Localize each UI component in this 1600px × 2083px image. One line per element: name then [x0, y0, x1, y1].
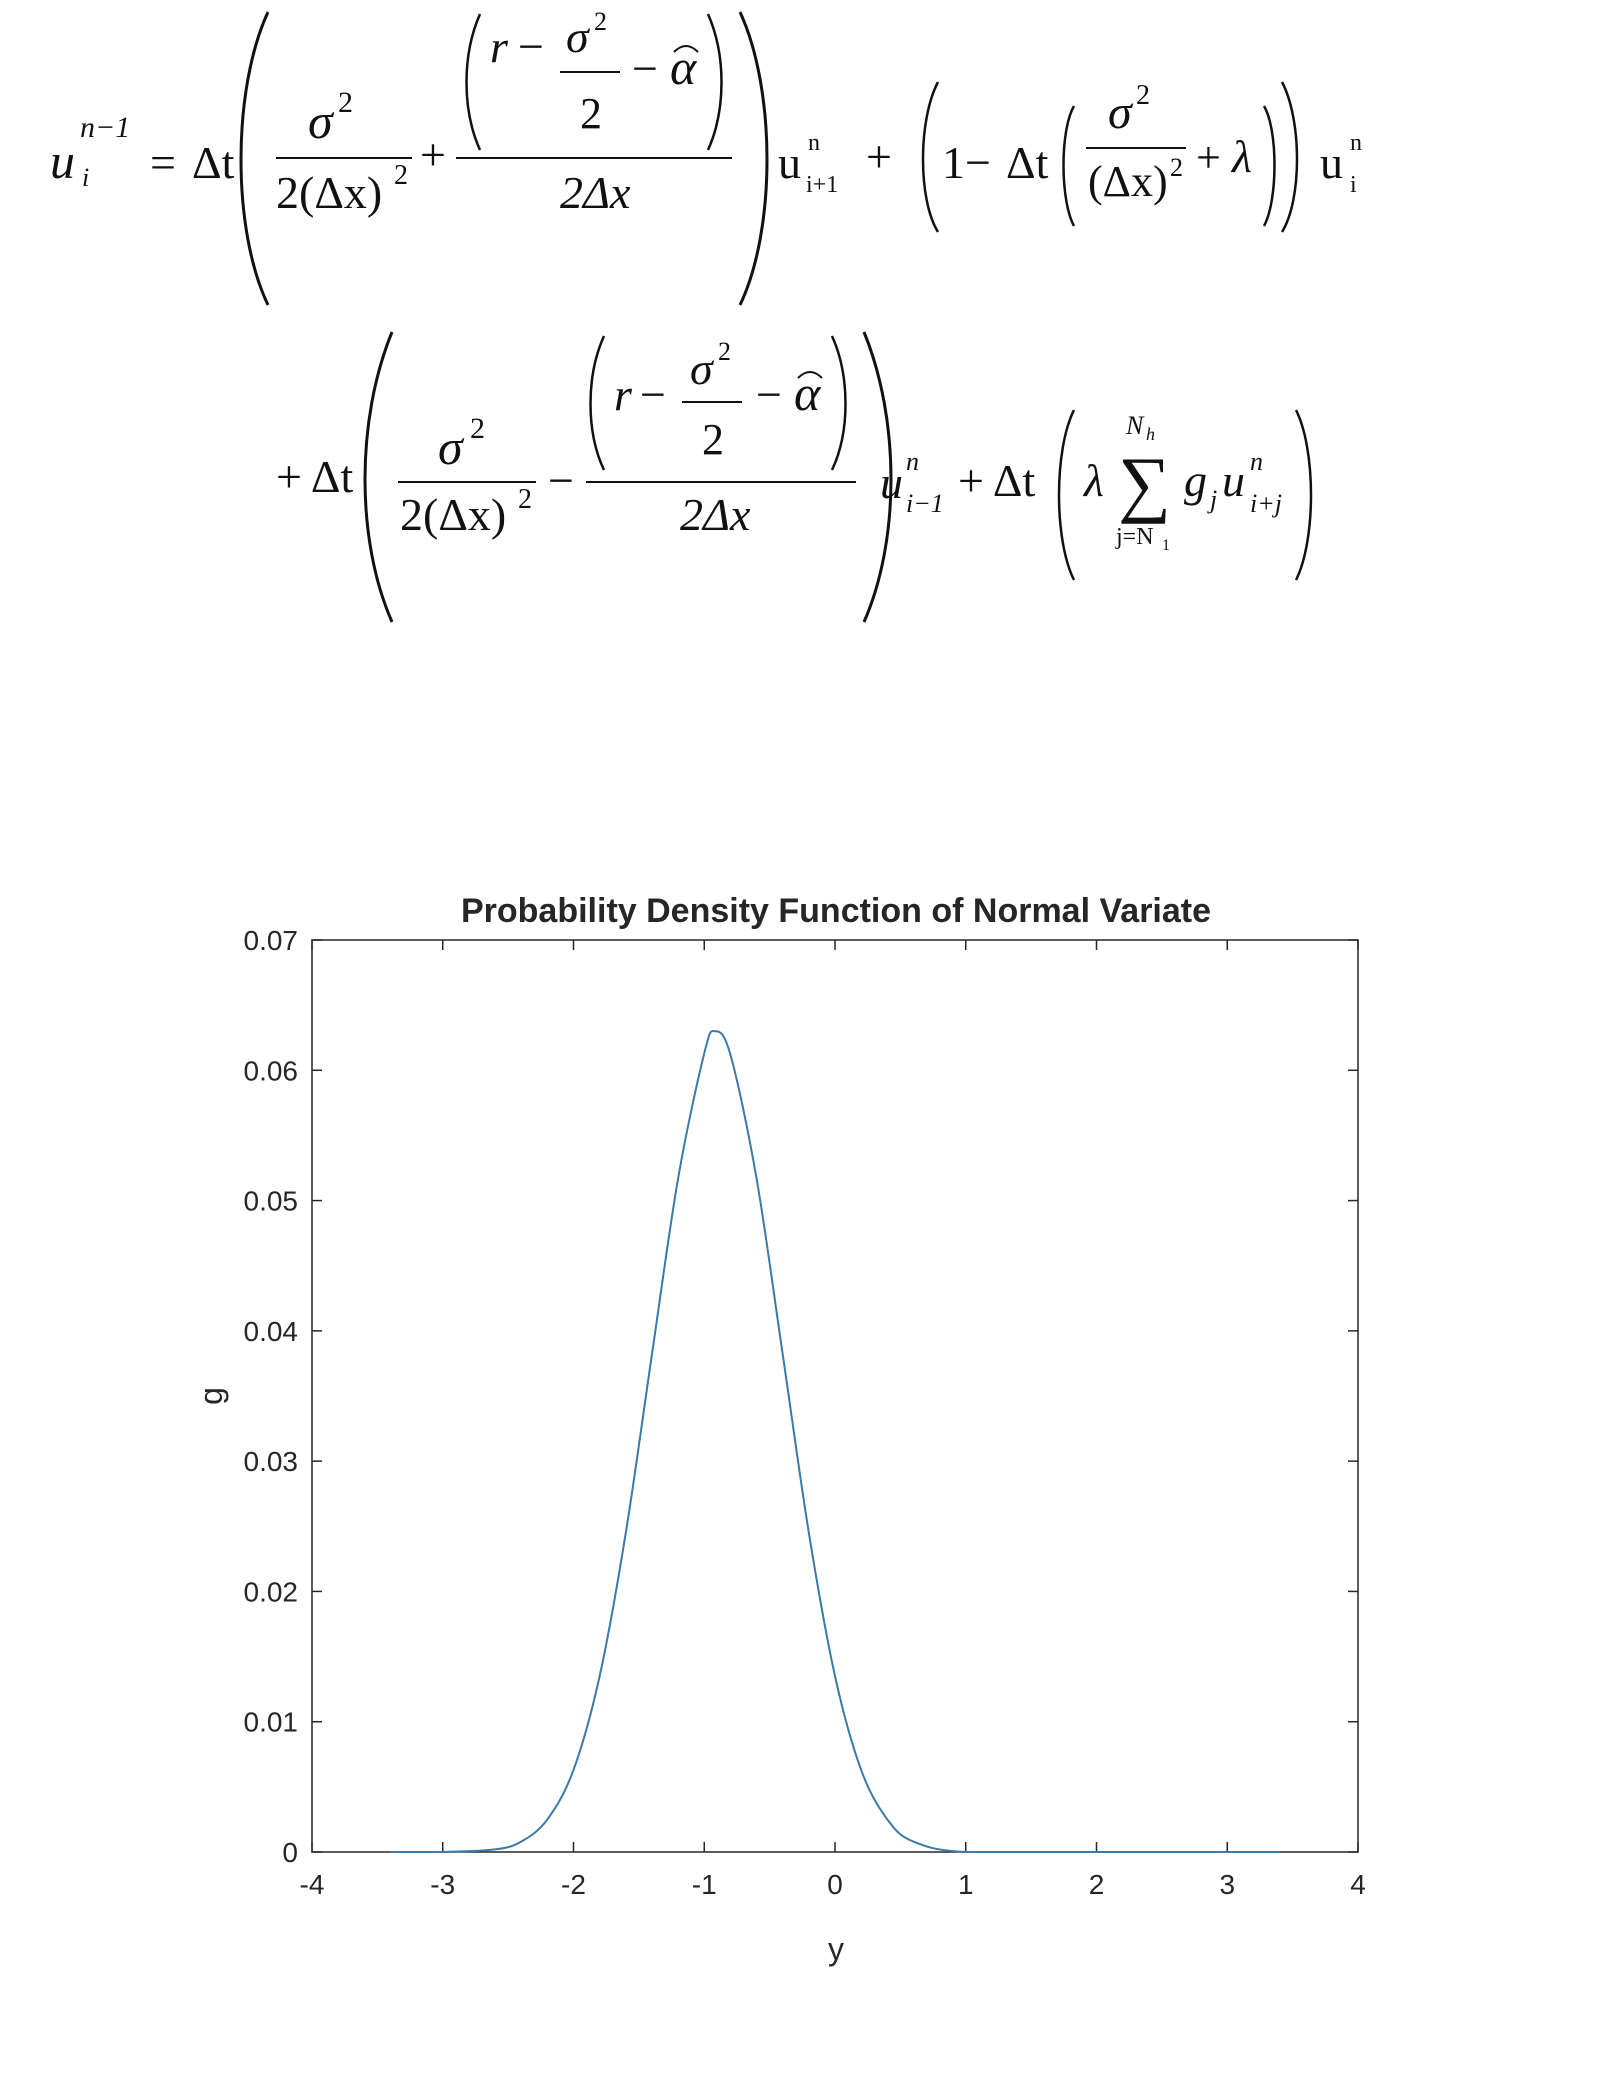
- delta-t: Δt: [192, 137, 235, 188]
- line2-frac1-numerator-sup: 2: [470, 412, 485, 445]
- inner-minus-2: −: [632, 43, 658, 94]
- x-tick-label: -3: [430, 1869, 456, 1900]
- x-tick-label: -2: [561, 1869, 586, 1900]
- frac3-numerator-sup: 2: [1136, 80, 1150, 111]
- sum-right-paren: [1296, 410, 1311, 580]
- one-minus: 1−: [942, 137, 991, 188]
- plus-sign-2: +: [866, 131, 892, 182]
- inner-two: 2: [580, 89, 602, 138]
- x-axis-label: y: [828, 1931, 844, 1967]
- pdf-chart: [193, 892, 1366, 1967]
- u-i: u: [1320, 137, 1343, 188]
- u-i-minus-1-sup: n: [906, 447, 919, 476]
- y-tick-label: 0.04: [243, 1315, 298, 1347]
- x-tick-label: 4: [1350, 1869, 1366, 1900]
- equation: [50, 7, 1362, 622]
- u-i-plus-j-sup: n: [1250, 447, 1263, 476]
- y-tick-label: 0: [282, 1837, 298, 1868]
- frac1-numerator-sigma: σ: [308, 93, 333, 149]
- frac3-denominator: (Δx): [1088, 157, 1168, 206]
- x-tick-label: 3: [1219, 1869, 1236, 1900]
- plus-sign-3: +: [1196, 133, 1221, 182]
- sum-upper-limit-sub: h: [1146, 424, 1155, 444]
- line2-inner-sigma: σ: [690, 343, 713, 394]
- paren-a-left: [923, 82, 938, 232]
- x-tick-label: -4: [299, 1869, 325, 1900]
- lambda: λ: [1232, 131, 1252, 182]
- x-tick-label: -1: [691, 1869, 717, 1900]
- lhs-superscript: n−1: [80, 111, 131, 144]
- inner-sigma-sup: 2: [594, 7, 607, 36]
- y-tick-label: 0.07: [243, 925, 298, 956]
- x-tick-label: 0: [827, 1869, 843, 1900]
- y-tick-labels: [244, 925, 299, 1868]
- y-tick-label: 0.05: [243, 1185, 298, 1217]
- u-i-minus-1: u: [880, 457, 903, 508]
- line2-frac1-denominator-sup: 2: [518, 484, 532, 515]
- equals-sign: =: [150, 137, 176, 188]
- line2-inner-alpha: α: [794, 365, 821, 421]
- summation-symbol: ∑: [1118, 443, 1171, 525]
- y-tick-label: 0.03: [243, 1446, 298, 1478]
- plus-delta-t: + Δt: [276, 451, 354, 502]
- frac1-denominator-sup: 2: [394, 160, 408, 191]
- frac1-numerator-sup: 2: [338, 86, 353, 119]
- u-i-plus-1: u: [778, 137, 801, 188]
- big-left-paren-2: [365, 332, 392, 622]
- x-tick-label: 1: [957, 1869, 974, 1900]
- sum-lower-limit-sub: 1: [1162, 537, 1170, 554]
- sum-upper-limit: N: [1126, 411, 1144, 440]
- sum-left-paren: [1059, 410, 1074, 580]
- u-i-plus-j: u: [1222, 455, 1245, 506]
- line2-inner-minus-2: −: [756, 369, 782, 420]
- line2-frac1-numerator-sigma: σ: [438, 419, 463, 475]
- plus-delta-t-2: + Δt: [958, 455, 1036, 506]
- u-i-minus-1-sub: i−1: [906, 489, 944, 518]
- x-tick-label: 2: [1088, 1869, 1105, 1900]
- u-i-plus-1-sub: i+1: [806, 172, 839, 198]
- line2-inner-sigma-sup: 2: [718, 337, 731, 366]
- line2-inner-right-paren: [832, 336, 846, 470]
- line2-inner-left-paren: [591, 336, 605, 470]
- u-i-sup: n: [1350, 130, 1362, 156]
- line2-frac2-denominator: 2Δx: [680, 489, 751, 540]
- frac3-numerator-sigma: σ: [1108, 86, 1132, 139]
- y-axis-label: g: [193, 1387, 229, 1405]
- minus-sign: −: [548, 455, 574, 506]
- u-i-plus-1-sup: n: [808, 130, 820, 156]
- line2-lambda: λ: [1084, 455, 1104, 506]
- u-i-plus-j-sub: i+j: [1250, 489, 1282, 518]
- equation-line-1: [50, 7, 1362, 305]
- paren-b-right: [1264, 106, 1275, 226]
- y-tick-label: 0.01: [243, 1706, 298, 1738]
- inner-sigma: σ: [566, 11, 589, 62]
- big-left-paren: [241, 12, 268, 305]
- y-tick-label: 0.06: [243, 1055, 298, 1087]
- inner-right-paren: [708, 14, 722, 150]
- plot-frame: [312, 940, 1358, 1852]
- line2-inner-minus-1: −: [640, 369, 666, 420]
- equation-line-2: [276, 332, 1311, 622]
- u-i-sub: i: [1350, 172, 1357, 198]
- big-right-paren: [740, 12, 767, 305]
- g-j: g: [1184, 455, 1207, 506]
- paren-a-right: [1282, 82, 1297, 232]
- line2-inner-two: 2: [702, 415, 724, 464]
- inner-alpha: α: [670, 39, 697, 95]
- plus-sign: +: [420, 129, 446, 180]
- lhs-u: u: [50, 133, 75, 189]
- delta-t-2: Δt: [1006, 137, 1049, 188]
- line2-frac1-denominator: 2(Δx): [400, 489, 507, 540]
- line2-inner-r: r: [614, 369, 632, 420]
- frac1-denominator: 2(Δx): [276, 167, 383, 218]
- chart-title: Probability Density Function of Normal Variate: [460, 892, 1212, 930]
- sum-lower-limit: j=N: [1116, 524, 1154, 550]
- x-tick-labels: [300, 1869, 1366, 1900]
- g-j-sub: j: [1210, 485, 1218, 514]
- inner-left-paren: [467, 14, 481, 150]
- lhs-subscript: i: [82, 163, 90, 192]
- inner-minus-1: −: [518, 21, 544, 72]
- y-tick-label: 0.02: [243, 1576, 298, 1608]
- inner-r: r: [490, 21, 508, 72]
- frac3-denominator-sup: 2: [1170, 153, 1183, 182]
- paren-b-left: [1064, 106, 1075, 226]
- frac2-denominator: 2Δx: [560, 167, 631, 218]
